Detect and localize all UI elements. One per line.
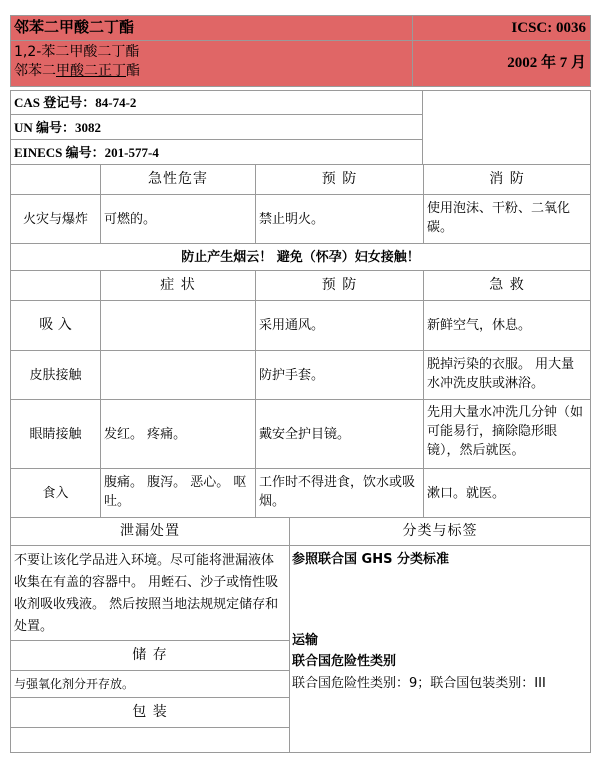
inhalation-first-aid: 新鲜空气，休息。: [423, 300, 591, 351]
cas-number: CAS 登记号：84-74-2: [10, 90, 423, 115]
id-blank-panel: [422, 90, 591, 165]
row-label-fire: 火灾与爆炸: [10, 194, 101, 244]
date: 2002 年 7 月: [412, 40, 591, 87]
packaging-text: [10, 727, 290, 753]
synonym-2: 邻苯二甲酸二正丁酯: [14, 63, 140, 79]
eyes-prevention: 戴安全护目镜。: [255, 399, 424, 469]
un-number: UN 编号：3082: [10, 114, 423, 140]
skin-first-aid: 脱掉污染的衣服。 用大量水冲洗皮肤或淋浴。: [423, 350, 591, 400]
skin-symptoms: [100, 350, 256, 400]
eyes-symptoms: 发红。 疼痛。: [100, 399, 256, 469]
synonym-1: 1,2-苯二甲酸二丁酯: [14, 44, 140, 60]
spill-text: 不要让该化学品进入环境。尽可能将泄漏液体收集在有盖的容器中。 用蛭石、沙子或惰性吸收剂吸收残液。 然后按照当地法规规定储存和处置。: [10, 545, 290, 641]
col-symptoms: 症 状: [100, 270, 256, 301]
transport-heading: 运输: [292, 633, 319, 648]
inhalation-prevention: 采用通风。: [255, 300, 424, 351]
fire-prevention: 禁止明火。: [255, 194, 424, 244]
row-label-eyes: 眼睛接触: [10, 399, 101, 469]
chemical-name: 邻苯二甲酸二丁酯: [10, 15, 413, 41]
col-exposure-prevention: 预 防: [255, 270, 424, 301]
ghs-reference: 参照联合国 GHS 分类标准: [292, 552, 449, 567]
inhalation-symptoms: [100, 300, 256, 351]
fire-hazard: 可燃的。: [100, 194, 256, 244]
fire-firefighting: 使用泡沫、干粉、二氧化碳。: [423, 194, 591, 244]
eyes-first-aid: 先用大量水冲洗几分钟（如可能易行，摘除隐形眼镜），然后就医。: [423, 399, 591, 469]
un-class-text: 联合国危险性类别：9；联合国包装类别：III: [292, 676, 546, 691]
col-prevention: 预 防: [255, 164, 424, 195]
ingestion-symptoms: 腹痛。 腹泻。 恶心。 呕吐。: [100, 468, 256, 518]
packaging-title: 包 装: [10, 697, 290, 728]
storage-text: 与强氧化剂分开存放。: [10, 670, 290, 698]
un-class-heading: 联合国危险性类别: [292, 654, 397, 669]
col-first-aid: 急 救: [423, 270, 591, 301]
exposure-corner: [10, 270, 101, 301]
classification-title: 分类与标签: [289, 517, 591, 546]
col-acute-hazard: 急性危害: [100, 164, 256, 195]
icsc-number: ICSC: 0036: [412, 15, 591, 41]
skin-prevention: 防护手套。: [255, 350, 424, 400]
storage-title: 储 存: [10, 640, 290, 671]
spill-title: 泄漏处置: [10, 517, 290, 546]
synonyms: [10, 40, 413, 87]
ingestion-first-aid: 漱口。就医。: [423, 468, 591, 518]
einecs-number: EINECS 编号：201-577-4: [10, 139, 423, 165]
col-firefighting: 消 防: [423, 164, 591, 195]
hazard-corner: [10, 164, 101, 195]
classification-panel: [289, 545, 591, 753]
warning-banner: 防止产生烟云！ 避免（怀孕）妇女接触！: [10, 243, 591, 271]
row-label-skin: 皮肤接触: [10, 350, 101, 400]
row-label-inhalation: 吸 入: [10, 300, 101, 351]
row-label-ingestion: 食入: [10, 468, 101, 518]
ingestion-prevention: 工作时不得进食，饮水或吸烟。: [255, 468, 424, 518]
